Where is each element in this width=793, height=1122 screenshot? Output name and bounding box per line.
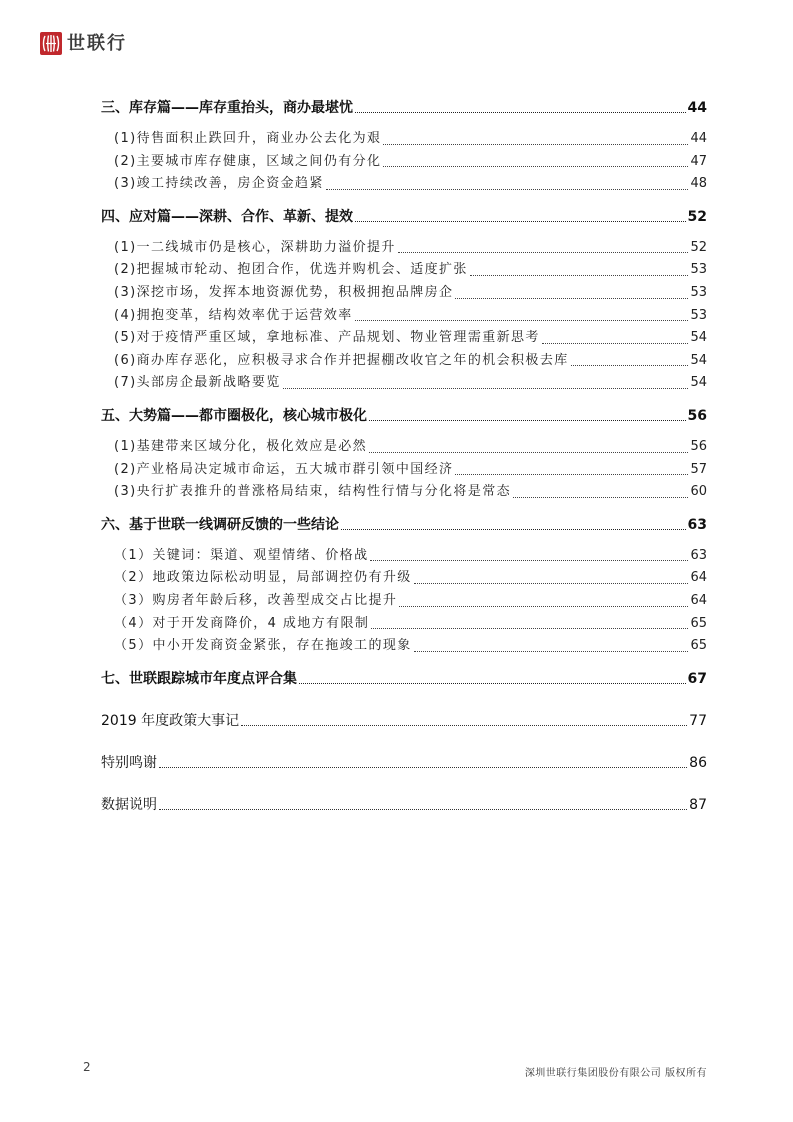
dot-leader — [383, 144, 688, 145]
toc-entry[interactable] — [101, 372, 707, 395]
toc-entry-title: (2)把握城市轮动、抱团合作，优选并购机会、适度扩张 — [114, 262, 468, 278]
dot-leader — [371, 628, 688, 629]
toc-data-notes[interactable] — [101, 794, 707, 816]
dot-leader — [159, 767, 687, 768]
dot-leader — [414, 583, 689, 584]
toc-extra-title: 2019 年度政策大事记 — [101, 712, 240, 729]
dot-leader — [513, 497, 688, 498]
dot-leader — [399, 606, 688, 607]
dot-leader — [355, 320, 689, 321]
toc-section-3[interactable] — [101, 97, 707, 119]
toc-section-6[interactable] — [101, 514, 707, 536]
toc-section-7[interactable] — [101, 668, 707, 690]
dot-leader — [299, 683, 686, 684]
toc-entry-title: (7)头部房企最新战略要览 — [114, 375, 281, 391]
toc-section-page: 52 — [687, 208, 707, 225]
toc-section-page: 44 — [687, 100, 707, 116]
dot-leader — [455, 474, 688, 475]
toc-entry-title: (3)竣工持续改善，房企资金趋紧 — [114, 176, 324, 192]
brand-logo — [40, 32, 127, 55]
toc-entry[interactable] — [101, 481, 707, 504]
toc-entry-title: （4）对于开发商降价，4 成地方有限制 — [114, 615, 370, 631]
toc-entry-page: 64 — [690, 570, 707, 586]
toc-entry-title: (2)主要城市库存健康，区域之间仍有分化 — [114, 153, 382, 169]
toc-entry-title: （3）购房者年龄后移，改善型成交占比提升 — [114, 592, 398, 608]
toc-extra-page: 86 — [689, 754, 707, 771]
toc-entry-page: 53 — [690, 284, 707, 300]
toc-entry[interactable] — [101, 545, 707, 568]
brand-logo-text: 世联行 — [67, 33, 127, 54]
toc-entry[interactable] — [101, 305, 707, 328]
dot-leader — [159, 809, 687, 810]
dot-leader — [369, 452, 688, 453]
toc-entry[interactable] — [101, 173, 707, 196]
dot-leader — [470, 275, 689, 276]
dot-leader — [455, 298, 688, 299]
toc-entry-page: 63 — [690, 547, 707, 563]
toc-entry-title: (2)产业格局决定城市命运，五大城市群引领中国经济 — [114, 461, 454, 477]
dot-leader — [542, 343, 689, 344]
toc-entry[interactable] — [101, 459, 707, 482]
toc-entry-title: (3)深挖市场，发挥本地资源优势，积极拥抱品牌房企 — [114, 284, 454, 300]
toc-extra-title: 特别鸣谢 — [101, 754, 157, 771]
toc-entry-title: (1)待售面积止跌回升，商业办公去化为艰 — [114, 131, 382, 146]
dot-leader — [326, 189, 689, 190]
toc-entry-title: (6)商办库存恶化，应积极寻求合作并把握棚改收官之年的机会积极去库 — [114, 352, 569, 368]
toc-section-title: 四、应对篇——深耕、合作、革新、提效 — [101, 208, 353, 225]
toc-entry-page: 56 — [690, 438, 707, 454]
toc-entry-page: 64 — [690, 592, 707, 608]
dot-leader — [283, 388, 689, 389]
toc-entry-page: 65 — [690, 615, 707, 631]
toc-entry-page: 44 — [690, 131, 707, 146]
page-number: 2 — [83, 1060, 91, 1074]
toc-entry-page: 53 — [690, 307, 707, 323]
toc-section-page: 56 — [687, 407, 707, 424]
toc-entry[interactable] — [101, 635, 707, 658]
toc-entry-page: 65 — [690, 638, 707, 654]
toc-section-4[interactable] — [101, 206, 707, 228]
toc-entry-page: 54 — [690, 375, 707, 391]
toc-entry-page: 48 — [690, 176, 707, 192]
toc-acknowledgements[interactable] — [101, 752, 707, 774]
toc-extra-title: 数据说明 — [101, 796, 157, 813]
toc-section-title: 五、大势篇——都市圈极化，核心城市极化 — [101, 407, 367, 424]
dot-leader — [571, 365, 689, 366]
dot-leader — [398, 252, 689, 253]
toc-entry[interactable] — [101, 327, 707, 350]
toc-entry[interactable] — [101, 151, 707, 174]
toc-section-page: 63 — [687, 516, 707, 533]
toc-entry[interactable] — [101, 436, 707, 459]
toc-entry[interactable] — [101, 259, 707, 282]
toc-entry[interactable] — [101, 590, 707, 613]
toc-policy-events[interactable] — [101, 710, 707, 732]
toc-section-5[interactable] — [101, 405, 707, 427]
toc-entry-page: 60 — [690, 484, 707, 500]
toc-entry-page: 53 — [690, 262, 707, 278]
dot-leader — [370, 560, 688, 561]
dot-leader — [383, 166, 688, 167]
dot-leader — [241, 725, 687, 726]
toc-entry[interactable] — [101, 350, 707, 373]
toc-entry-page: 54 — [690, 330, 707, 346]
toc-entry-page: 57 — [690, 461, 707, 477]
toc-entry-title: （1）关键词：渠道、观望情绪、价格战 — [114, 547, 369, 563]
brand-logo-icon — [40, 32, 62, 55]
dot-leader — [355, 221, 686, 222]
dot-leader — [414, 651, 689, 652]
toc-section-title: 七、世联跟踪城市年度点评合集 — [101, 670, 297, 687]
toc-extra-page: 77 — [689, 712, 707, 729]
dot-leader — [341, 529, 686, 530]
toc-entry-title: (4)拥抱变革，结构效率优于运营效率 — [114, 307, 353, 323]
toc-entry-title: (3)央行扩表推升的普涨格局结束，结构性行情与分化将是常态 — [114, 484, 512, 500]
toc-section-title: 六、基于世联一线调研反馈的一些结论 — [101, 516, 339, 533]
toc-entry[interactable] — [101, 237, 707, 260]
toc-entry-title: (1)基建带来区域分化，极化效应是必然 — [114, 438, 368, 454]
dot-leader — [355, 112, 686, 113]
toc-entry-title: （2）地政策边际松动明显，局部调控仍有升级 — [114, 570, 412, 586]
toc-entry[interactable] — [101, 613, 707, 636]
toc-entry[interactable] — [101, 128, 707, 151]
toc-entry-page: 54 — [690, 352, 707, 368]
toc-entry-title: (1)一二线城市仍是核心，深耕助力溢价提升 — [114, 239, 396, 255]
toc-entry[interactable] — [101, 282, 707, 305]
copyright-notice: 深圳世联行集团股份有限公司 版权所有 — [524, 1068, 707, 1079]
table-of-contents — [101, 97, 707, 816]
toc-entry-title: (5)对于疫情严重区域，拿地标准、产品规划、物业管理需重新思考 — [114, 330, 540, 346]
dot-leader — [369, 420, 686, 421]
toc-section-page: 67 — [687, 670, 707, 687]
toc-entry-page: 52 — [690, 239, 707, 255]
toc-extra-page: 87 — [689, 796, 707, 813]
toc-section-title: 三、库存篇——库存重抬头，商办最堪忧 — [101, 100, 353, 116]
toc-entry-title: （5）中小开发商资金紧张，存在拖竣工的现象 — [114, 638, 412, 654]
toc-entry-page: 47 — [690, 153, 707, 169]
toc-entry[interactable] — [101, 567, 707, 590]
